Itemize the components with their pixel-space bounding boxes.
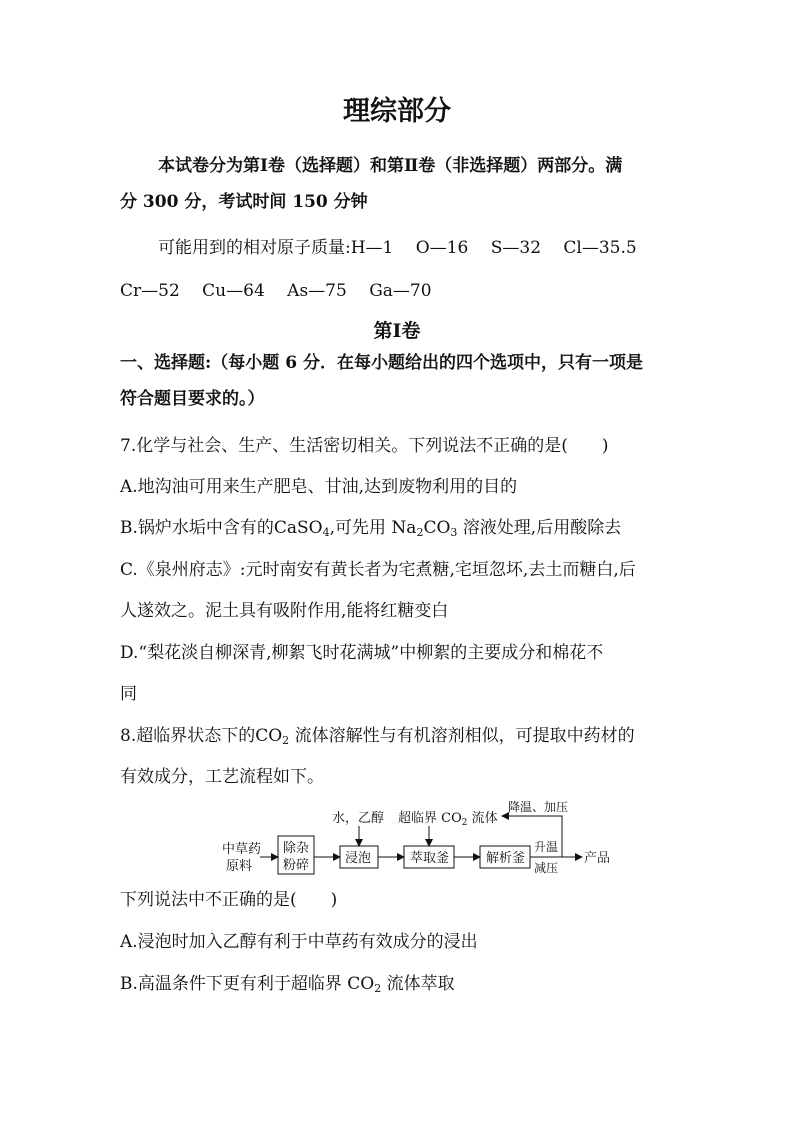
intro-line-1: 本试卷分为第Ⅰ卷（选择题）和第Ⅱ卷（非选择题）两部分。满 (158, 156, 623, 176)
flow-condition-pressure: 减压 (534, 861, 559, 875)
part-heading-line-1: 一、选择题:（每小题 6 分．在每小题给出的四个选项中，只有一项是 (120, 353, 643, 373)
q7-option-d-line-1: D.“梨花淡自柳深青,柳絮飞时花满城”中柳絮的主要成分和棉花不 (120, 643, 604, 663)
flow-box-purify-label-2: 粉碎 (283, 858, 310, 873)
flow-raw-label-1: 中草药 (222, 842, 262, 857)
q7-option-a: A.地沟油可用来生产肥皂、甘油,达到废物利用的目的 (120, 477, 518, 497)
q7-option-c-line-2: 人遂效之。泥土具有吸附作用,能将红糖变白 (120, 601, 449, 621)
flow-box-soak-label: 浸泡 (345, 851, 372, 866)
flow-box-separator-label: 解析釜 (486, 851, 526, 866)
part-heading-line-2: 符合题目要求的。） (120, 389, 265, 409)
intro-line-2: 分 300 分，考试时间 150 分钟 (120, 192, 368, 212)
flow-input-water-label: 水，乙醇 (332, 811, 385, 826)
q7-stem: 7.化学与社会、生产、生活密切相关。下列说法不正确的是( ) (120, 436, 609, 456)
atomic-mass-line-2: Cr—52 Cu—64 As—75 Ga—70 (120, 281, 432, 301)
q8-option-b: B.高温条件下更有利于超临界 $CO_2$ 流体萃取 (120, 974, 455, 995)
flow-raw-label-2: 原料 (226, 859, 253, 874)
flow-condition-heat: 升温 (534, 840, 559, 854)
section-title: 第Ⅰ卷 (373, 320, 421, 342)
flow-box-purify-label-1: 除杂 (283, 841, 310, 856)
atomic-mass-line-1: 可能用到的相对原子质量:H—1 O—16 S—32 Cl—35.5 (158, 238, 637, 258)
q7-option-d-line-2: 同 (120, 684, 137, 704)
flow-recycle-label: 降温、加压 (508, 800, 569, 814)
q8-option-a: A.浸泡时加入乙醇有利于中草药有效成分的浸出 (120, 932, 478, 952)
process-flow-diagram (212, 796, 632, 886)
flow-input-co2-label: 超临界 $CO_2$ 流体 (398, 811, 498, 828)
q7-option-c-line-1: C.《泉州府志》:元时南安有黄长者为宅煮糖,宅垣忽坏,去土而糖白,后 (120, 560, 636, 580)
q8-stem-line-1: 8.超临界状态下的$CO_2$ 流体溶解性与有机溶剂相似，可提取中药材的 (120, 726, 635, 747)
q8-stem-line-2: 有效成分，工艺流程如下。 (120, 767, 324, 787)
flow-box-extractor-label: 萃取釜 (410, 851, 450, 866)
q8-question: 下列说法中不正确的是( ) (120, 890, 338, 910)
q7-option-b: B.锅炉水垢中含有的CaSO$_4$,可先用 $Na_2CO_3$ 溶液处理,后用酸除去 (120, 518, 622, 539)
flow-product-label: 产品 (584, 851, 611, 866)
page-title: 理综部分 (343, 96, 451, 127)
